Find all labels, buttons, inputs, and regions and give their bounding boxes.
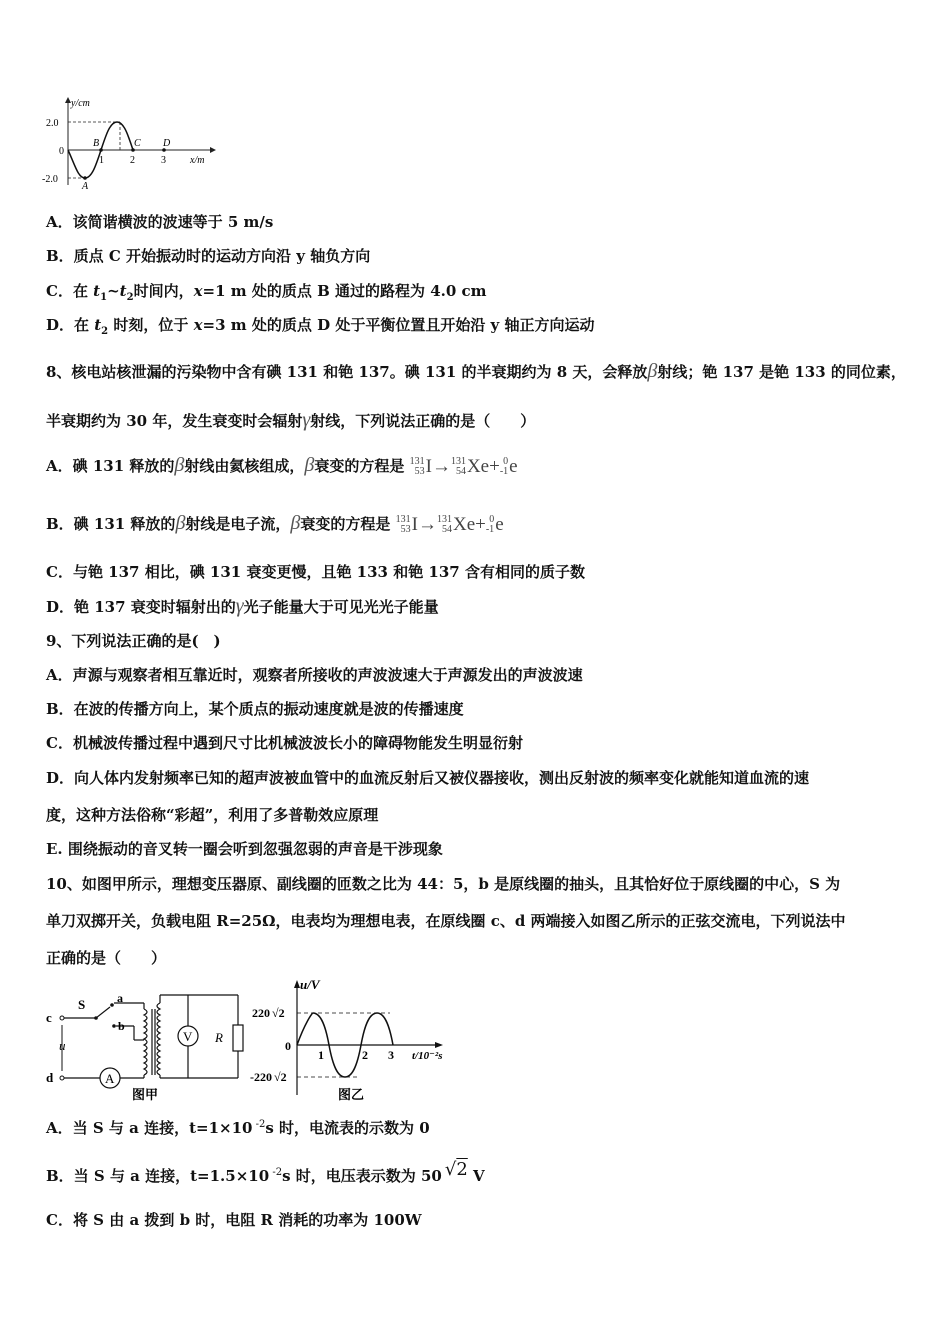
label-voltmeter: V xyxy=(183,1029,193,1044)
gamma-symbol: γ xyxy=(302,409,311,431)
q9-option-d-line1: D．向人体内发射频率已知的超声波被血管中的血流反射后又被仪器接收，测出反射波的频率变化就能知道血流的速 xyxy=(46,769,810,787)
y-tick: 2.0 xyxy=(46,118,59,129)
q8-option-a: A．碘 131 释放的β射线由氦核组成，β衰变的方程是 131 53 I→ 131 54 Xe+ 0 -1 e xyxy=(46,454,518,478)
q10-stem-line3: 正确的是（ ） xyxy=(46,949,167,967)
point-label: C xyxy=(134,138,141,149)
caption-jia: 图甲 xyxy=(132,1087,159,1102)
q8-stem-line2: 半衰期约为 30 年，发生衰变时会辐射γ射线，下列说法正确的是（ ） xyxy=(46,409,536,431)
q8-option-c: C．与铯 137 相比，碘 131 衰变更慢，且铯 133 和铯 137 含有相同的质子数 xyxy=(46,563,585,581)
decay-equation: 131 53 I→ 131 54 Xe+ 0 -1 e xyxy=(395,513,504,536)
circuit-diagram xyxy=(40,985,250,1103)
q7-option-d: D．在 $t_2$ 时刻，位于 x=3 m 处的质点 D 处于平衡位置且开始沿 y 轴正方向运动 xyxy=(46,316,595,337)
decay-equation: 131 53 I→ 131 54 Xe+ 0 -1 e xyxy=(409,455,518,478)
beta-symbol: β xyxy=(647,360,658,382)
label-b: b xyxy=(118,1019,125,1033)
label-ammeter: A xyxy=(105,1071,115,1086)
y-axis-label: u/V xyxy=(300,977,320,992)
caption-yi: 图乙 xyxy=(338,1087,365,1102)
svg-text:220√2: 220 √2 xyxy=(252,1006,285,1020)
q10-option-a: A．当 S 与 a 连接，t=1×10 $^{-2}$s 时，电流表的示数为 0 xyxy=(46,1119,430,1137)
q9-option-a: A．声源与观察者相互靠近时，观察者所接收的声波波速大于声源发出的声波波速 xyxy=(46,666,583,684)
x-tick: 2 xyxy=(362,1048,368,1062)
x-axis-label: x/m xyxy=(190,155,205,166)
point-label: D xyxy=(163,138,171,149)
y-tick: -2.0 xyxy=(42,174,58,185)
q10-option-c: C．将 S 由 a 拨到 b 时，电阻 R 消耗的功率为 100W xyxy=(46,1211,422,1229)
label-c: c xyxy=(46,1010,52,1025)
label-s: S xyxy=(78,997,86,1012)
x-tick: 1 xyxy=(99,155,104,166)
q9-option-e: E. 围绕振动的音叉转一圈会听到忽强忽弱的声音是干涉现象 xyxy=(46,840,443,858)
q7-option-a: A．该简谐横波的波速等于 5 m/s xyxy=(46,213,274,231)
label-resistor: R xyxy=(215,1030,223,1045)
q8-option-b: B．碘 131 释放的β射线是电子流，β衰变的方程是 131 53 I→ 131 54 Xe+ 0 -1 e xyxy=(46,512,504,536)
x-axis-label: t/10⁻²s xyxy=(412,1050,443,1062)
point-label: A xyxy=(82,181,89,190)
wave-graph xyxy=(40,95,220,190)
label-u: u xyxy=(59,1038,66,1053)
svg-text:0: 0 xyxy=(285,1039,291,1053)
q8-option-d: D．铯 137 衰变时辐射出的γ光子能量大于可见光光子能量 xyxy=(46,595,439,617)
q10-stem-line2: 单刀双掷开关，负载电阻 R=25Ω，电表均为理想电表，在原线圈 c、d 两端接入如图乙所示的正弦交流电，下列说法中 xyxy=(46,912,846,930)
x-tick: 3 xyxy=(161,155,166,166)
q8-stem-line1: 8、核电站核泄漏的污染物中含有碘 131 和铯 137。碘 131 的半衰期约为 8 天，会释放β射线；铯 137 是铯 133 的同位素， xyxy=(46,360,906,382)
label-d: d xyxy=(46,1070,54,1085)
q9-option-c: C．机械波传播过程中遇到尺寸比机械波波长小的障碍物能发生明显衍射 xyxy=(46,734,523,752)
q7-option-c: C．在 $t_1\sim t_2$时间内，x=1 m 处的质点 B 通过的路程为 4.0 cm xyxy=(46,282,487,303)
y-tick: 0 xyxy=(59,146,64,157)
q9-option-d-line2: 度，这种方法俗称“彩超”，利用了多普勒效应原理 xyxy=(46,806,379,824)
q10-stem-line1: 10、如图甲所示，理想变压器原、副线圈的匝数之比为 44：5，b 是原线圈的抽头，且其恰好位于原线圈的中心，S 为 xyxy=(46,875,841,893)
q7-option-b: B．质点 C 开始振动时的运动方向沿 y 轴负方向 xyxy=(46,247,371,265)
svg-text:-220√2: -220 √2 xyxy=(250,1070,287,1084)
x-tick: 1 xyxy=(318,1048,324,1062)
voltage-graph xyxy=(250,975,460,1105)
y-axis-label: y/cm xyxy=(71,98,90,109)
label-a: a xyxy=(117,991,123,1005)
point-label: B xyxy=(93,138,100,149)
q10-option-b: B．当 S 与 a 连接，t=1.5×10 $^{-2}$s 时，电压表示数为 50 √2 V xyxy=(46,1159,485,1185)
x-tick: 2 xyxy=(130,155,135,166)
x-tick: 3 xyxy=(388,1048,394,1062)
q9-stem: 9、下列说法正确的是( ) xyxy=(46,632,221,650)
q9-option-b: B．在波的传播方向上，某个质点的振动速度就是波的传播速度 xyxy=(46,700,464,718)
